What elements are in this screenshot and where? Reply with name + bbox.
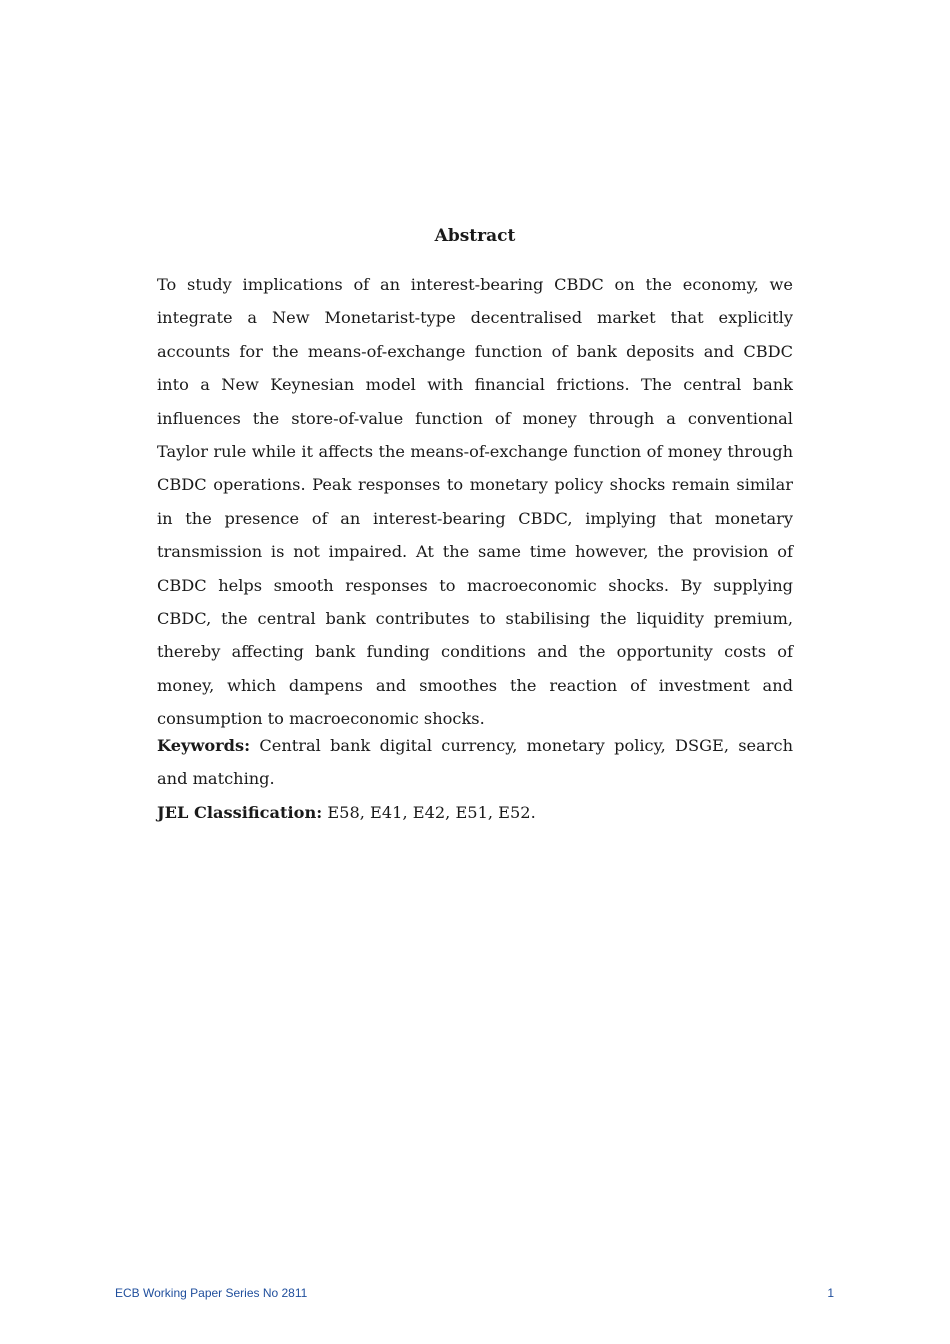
footer-page-number: 1 xyxy=(827,1286,834,1300)
jel-label: JEL Classification: xyxy=(157,803,323,822)
jel-classification-line xyxy=(157,796,793,829)
abstract-heading: Abstract xyxy=(434,226,516,246)
jel-text: E58, E41, E42, E51, E52. xyxy=(322,803,536,822)
abstract-body: To study implications of an interest-bearing CBDC on the economy, we integrate a New Monetarist-type decentralised market that explicitly accounts for the means-of-exchange function of bank deposits and CBDC into a New Keynesian model with financial frictions. The central bank influences the store-of-value function of money through a conventional Taylor rule while it affects the means-of-exchange function of money through CBDC operations. Peak responses to monetary policy shocks remain similar in the presence of an interest-bearing CBDC, implying that monetary transmission is not impaired. At the same time however, the provision of CBDC helps smooth responses to macroeconomic shocks. By supplying CBDC, the central bank contributes to stabilising the liquidity premium, thereby affecting bank funding conditions and the opportunity costs of money, which dampens and smoothes the reaction of investment and consumption to macroeconomic shocks. xyxy=(157,275,793,729)
keywords-text: Central bank digital currency, monetary policy, DSGE, search and matching. xyxy=(157,736,793,789)
footer-series: ECB Working Paper Series No 2811 xyxy=(115,1286,308,1300)
keywords-label: Keywords: xyxy=(157,736,251,755)
keywords-line xyxy=(157,729,793,796)
